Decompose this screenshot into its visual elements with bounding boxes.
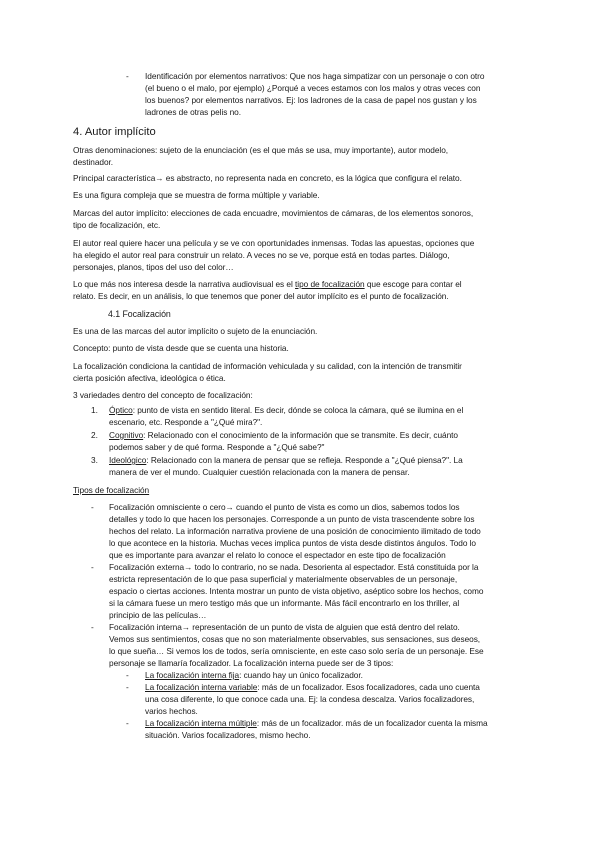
bullet-dash: - [126, 71, 129, 81]
subtype-line: una cosa diferente, lo que conoce cada una. Ej: la condesa descalza. Varios focalizadores, [145, 694, 475, 704]
type-line: que es importante para avanzar el relato lo conoce el espectador en este tipo de focalización [109, 550, 446, 560]
list-item-line: podemos saber y de qué forma. Responde a "¿Qué sabe?" [109, 442, 325, 452]
list-item-line [109, 430, 458, 441]
text-run: : más de un focalizador. Esos focalizadores, cada uno cuenta [257, 682, 480, 692]
underlined-term: Ideológico [109, 455, 147, 465]
paragraph-line: cierta posición afectiva, ideológica o ética. [73, 373, 226, 383]
underlined-term: La focalización interna múltiple [145, 718, 257, 728]
subtype-line: varios hechos. [145, 706, 198, 716]
type-line: detalles y todo lo que hacen los personajes. Corresponde a un punto de vista trascendente sobre los [109, 514, 475, 524]
underlined-term: Óptico [109, 405, 133, 415]
type-line: estricta representación de lo que pasa superficial y materialmente observables de un personaje, [109, 574, 458, 584]
paragraph-line: 3 variedades dentro del concepto de focalización: [73, 390, 253, 400]
bullet-dash: - [126, 670, 129, 680]
type-line: hechos del relato. La información narrativa proviene de una posición de conocimiento ilimitado de todo [109, 526, 481, 536]
bullet-dash: - [126, 682, 129, 692]
intro-line: Identificación por elementos narrativos: Que nos haga simpatizar con un personaje o con otro [145, 71, 485, 81]
intro-line: ladrones de otras pelis no. [145, 107, 241, 117]
paragraph-line: ha elegido el autor real para construir un relato. A veces no se ve, porque está en todas partes. Diálogo, [73, 250, 450, 260]
underlined-term: La focalización interna fija [145, 670, 240, 680]
subtype-line [145, 682, 480, 693]
type-line: Focalización interna→ representación de un punto de vista de alguien que está dentro del relato. [109, 622, 460, 632]
paragraph-line: tipo de focalización, etc. [73, 220, 161, 230]
type-line: personaje se llamaría focalizador. La focalización interna puede ser de 3 tipos: [109, 658, 394, 668]
list-item-line [109, 405, 463, 416]
type-line: espacio o ciertas acciones. Intenta mostrar un punto de vista objetivo, aséptico sobre los hechos, como [109, 586, 484, 596]
paragraph-line: Principal característica→ es abstracto, no representa nada en concreto, es la lógica que configura el relato. [73, 173, 462, 183]
paragraph-line: Concepto: punto de vista desde que se cuenta una historia. [73, 343, 289, 353]
bullet-dash: - [91, 622, 94, 632]
type-line: lo que sueña… Si vemos los de todos, sería omnisciente, en este caso solo sería de un personaje. Ese [109, 646, 484, 656]
text-run: : Relacionado con la manera de pensar que se refleja. Responde a "¿Qué piensa?". La [146, 455, 463, 465]
paragraph-line: destinador. [73, 157, 114, 167]
bullet-dash: - [126, 718, 129, 728]
paragraph-line: Es una de las marcas del autor implícito o sujeto de la enunciación. [73, 326, 318, 336]
text-run: Lo que más nos interesa desde la narrativa audiovisual es el [73, 279, 296, 289]
types-heading: Tipos de focalización [73, 485, 150, 495]
text-run: : cuando hay un único focalizador. [239, 670, 363, 680]
text-run: : Relacionado con el conocimiento de la información que se transmite. Es decir, cuánto [143, 430, 458, 440]
list-item-line: manera de ver el mundo. Cualquier cuestión relacionada con la manera de pensar. [109, 467, 410, 477]
type-line: Focalización omnisciente o cero→ cuando el punto de vista es como un dios, sabemos todos los [109, 502, 460, 512]
paragraph-line [73, 279, 462, 290]
paragraph-line: Otras denominaciones: sujeto de la enunciación (es el que más se usa, muy importante), autor modelo, [73, 145, 449, 155]
paragraph-line: Marcas del autor implícito: elecciones de cada encuadre, movimientos de cámaras, de los elementos sonoros, [73, 208, 474, 218]
text-run: : más de un focalizador. más de un focalizador cuenta la misma [256, 718, 488, 728]
list-number: 2. [91, 430, 98, 440]
list-item-line: escenario, etc. Responde a "¿Qué mira?". [109, 417, 263, 427]
type-line: principio de las películas… [109, 610, 207, 620]
list-number: 1. [91, 405, 98, 415]
paragraph-line: El autor real quiere hacer una película y se ve con oportunidades inmensas. Todas las apuestas, opciones que [73, 238, 475, 248]
subtype-line [145, 670, 363, 681]
bullet-dash: - [91, 502, 94, 512]
underlined-term: Cognitivo [109, 430, 144, 440]
section-heading: 4. Autor implícito [73, 126, 156, 138]
type-line: Vemos sus sentimientos, cosas que no son materialmente observables, sus sensaciones, sus deseos, [109, 634, 481, 644]
bullet-dash: - [91, 562, 94, 572]
underlined-term: tipo de focalización [295, 279, 365, 289]
paragraph-line: Es una figura compleja que se muestra de forma múltiple y variable. [73, 190, 320, 200]
paragraph-line: relato. Es decir, en un análisis, lo que tenemos que poner del autor implícito es el punto de focalización. [73, 291, 449, 301]
text-run: : punto de vista en sentido literal. Es decir, dónde se coloca la cámara, qué se ilumina en el [132, 405, 464, 415]
text-run: que escoge para contar el [364, 279, 462, 289]
type-line: Focalización externa→ todo lo contrario, no se nada. Desorienta al espectador. Está constituida por la [109, 562, 479, 572]
intro-line: los buenos? por elementos narrativos. Ej: los ladrones de la casa de papel nos gustan y los [145, 95, 477, 105]
type-line: lo que acontece en la historia. Muchas veces implica puntos de vista desde distintos ángulos. Todo lo [109, 538, 476, 548]
list-number: 3. [91, 455, 98, 465]
subtype-line [145, 718, 488, 729]
list-item-line [109, 455, 463, 466]
subsection-heading: 4.1 Focalización [108, 309, 171, 319]
subtype-line: situación. Varios focalizadores, mismo hecho. [145, 730, 311, 740]
paragraph-line: La focalización condiciona la cantidad de información vehiculada y su calidad, con la intención de transmitir [73, 361, 462, 371]
intro-line: (el bueno o el malo, por ejemplo) ¿Porqué a veces estamos con los malos y otras veces con [145, 83, 481, 93]
paragraph-line: personajes, planos, tipos del uso del color… [73, 262, 234, 272]
underlined-term: La focalización interna variable [145, 682, 258, 692]
type-line: si la cámara fuese un mero testigo más que un informante. Más fácil encontrarlo en los thriller, al [109, 598, 460, 608]
